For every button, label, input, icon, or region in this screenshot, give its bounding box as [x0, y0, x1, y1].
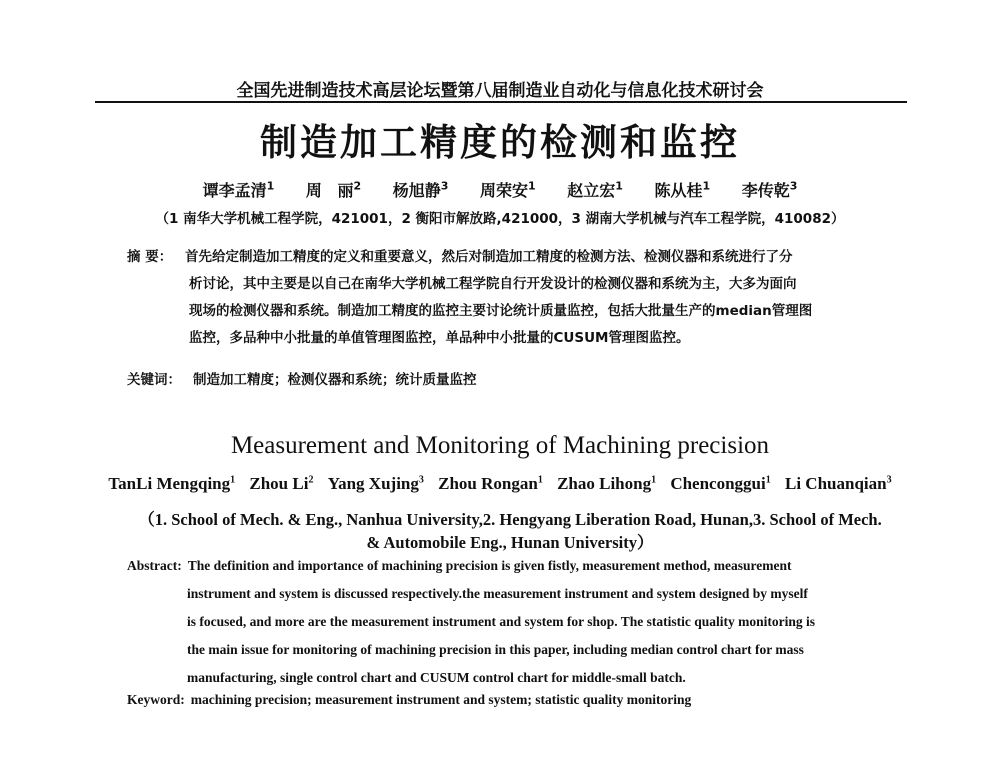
cn-title: 制造加工精度的检测和监控 — [260, 120, 740, 164]
en-abstract-line — [127, 552, 887, 580]
en-abstract — [127, 552, 887, 692]
en-abstract-line: manufacturing, single control chart and CUSUM control chart for middle-small batch. — [187, 670, 686, 685]
en-author-name: Chenconggui — [670, 474, 766, 493]
en-affiliation — [100, 508, 920, 554]
en-author-name: Li Chuanqian — [785, 474, 887, 493]
en-author — [249, 474, 313, 493]
cn-author — [306, 181, 361, 200]
en-author-name: Yang Xujing — [327, 474, 419, 493]
en-author-sup: 1 — [765, 474, 771, 486]
en-author-name: Zhao Lihong — [557, 474, 652, 493]
en-keywords-text: machining precision; measurement instrument and system; statistic quality monitoring — [190, 692, 692, 707]
en-author-sup: 3 — [418, 474, 424, 486]
en-keywords — [127, 692, 907, 708]
en-abstract-label: Abstract: — [127, 558, 182, 573]
en-author-sup: 1 — [651, 474, 657, 486]
en-author — [438, 474, 543, 493]
conference-header: 全国先进制造技术高层论坛暨第八届制造业自动化与信息化技术研讨会 — [236, 81, 764, 101]
cn-author-name: 陈从桂 — [654, 181, 703, 200]
cn-author-list — [0, 178, 1000, 201]
cn-author — [203, 181, 275, 200]
header-rule — [95, 101, 907, 103]
cn-author-sup: 1 — [527, 179, 536, 193]
en-affiliation-line: （1. School of Mech. & Eng., Nanhua University,2. Hengyang Liberation Road, Hunan,3. School of Mech. — [138, 510, 882, 529]
en-author — [785, 474, 892, 493]
cn-abstract-line: 现场的检测仪器和系统。制造加工精度的监控主要讨论统计质量监控，包括大批量生产的median管理图 — [189, 303, 813, 319]
cn-author — [393, 181, 449, 200]
cn-abstract-line: 析讨论，其中主要是以自己在南华大学机械工程学院自行开发设计的检测仪器和系统为主，大多为面向 — [189, 276, 797, 292]
en-author — [108, 474, 235, 493]
cn-author — [480, 181, 536, 200]
en-author — [328, 474, 424, 493]
cn-author — [742, 181, 798, 200]
cn-author-name: 周荣安 — [479, 181, 528, 200]
cn-author-sup: 1 — [615, 179, 623, 193]
cn-affiliation: （1 南华大学机械工程学院，421001，2 衡阳市解放路,421000，3 湖南大学机械与汽车工程学院，410082） — [155, 211, 845, 227]
cn-abstract-text: 首先给定制造加工精度的定义和重要意义，然后对制造加工精度的检测方法、检测仪器和系统进行了分 — [185, 249, 793, 265]
cn-author-sup: 2 — [353, 179, 362, 193]
en-author-sup: 1 — [230, 474, 236, 486]
cn-author-sup: 3 — [440, 179, 449, 193]
en-affiliation-line: & Automobile Eng., Hunan University） — [366, 533, 654, 552]
en-author-name: Zhou Li — [249, 474, 309, 493]
en-author-list — [0, 474, 1000, 494]
en-author — [670, 474, 770, 493]
cn-abstract — [127, 244, 887, 352]
en-abstract-text: The definition and importance of machining precision is given fistly, measurement method, measurement — [187, 558, 792, 573]
cn-author-name: 李传乾 — [741, 181, 790, 200]
cn-author-name: 周 丽 — [305, 181, 354, 200]
cn-author — [567, 181, 623, 200]
cn-abstract-line — [127, 244, 887, 271]
cn-author-name: 赵立宏 — [567, 181, 616, 200]
en-keywords-label: Keyword: — [127, 692, 185, 707]
cn-author-sup: 1 — [702, 179, 711, 193]
cn-author-sup: 1 — [266, 179, 275, 193]
en-author-sup: 2 — [308, 474, 314, 486]
en-abstract-line: instrument and system is discussed respectively.the measurement instrument and system designed by myself — [187, 586, 808, 601]
cn-author-name: 谭李孟清 — [202, 181, 267, 200]
cn-author-sup: 3 — [789, 179, 798, 193]
en-author-name: Zhou Rongan — [438, 474, 538, 493]
en-author — [557, 474, 656, 493]
en-author-sup: 1 — [537, 474, 543, 486]
cn-keywords-label: 关键词： — [127, 372, 181, 388]
cn-keywords — [127, 368, 887, 388]
en-author-name: TanLi Mengqing — [108, 474, 231, 493]
en-author-sup: 3 — [886, 474, 892, 486]
en-abstract-line: the main issue for monitoring of machining precision in this paper, including median control chart for mass — [187, 642, 804, 657]
cn-author-name: 杨旭静 — [392, 181, 441, 200]
en-abstract-line: is focused, and more are the measurement instrument and system for shop. The statistic quality monitoring is — [187, 614, 816, 629]
cn-abstract-label: 摘 要： — [127, 249, 173, 265]
en-title: Measurement and Monitoring of Machining precision — [230, 432, 770, 459]
cn-author — [654, 181, 710, 200]
cn-abstract-line: 监控，多品种中小批量的单值管理图监控，单品种中小批量的CUSUM管理图监控。 — [189, 330, 690, 346]
cn-keywords-text: 制造加工精度；检测仪器和系统；统计质量监控 — [193, 372, 477, 388]
